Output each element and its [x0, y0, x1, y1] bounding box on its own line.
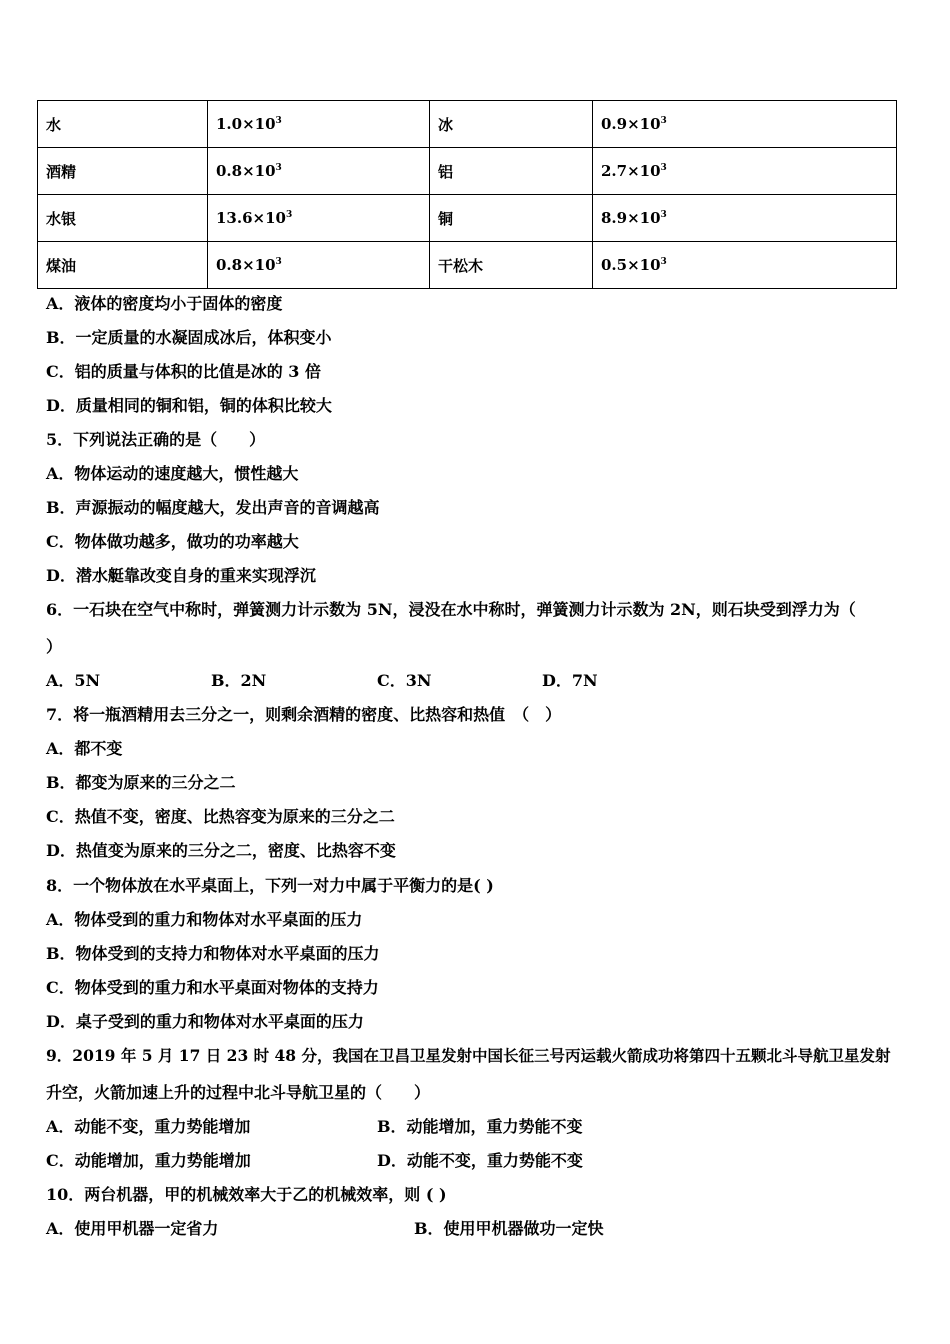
- density-value: $0.8\times 10^3$: [208, 148, 430, 195]
- q9-option-b: B．动能增加，重力势能不变: [377, 1117, 583, 1136]
- q5-option-b: B．声源振动的幅度越大，发出声音的音调越高: [46, 498, 380, 517]
- q6-stem: 6．一石块在空气中称时，弹簧测力计示数为 5N，浸没在水中称时，弹簧测力计示数为 2N，则石块受到浮力为（: [46, 600, 856, 619]
- density-table: [37, 100, 897, 289]
- q4-option-d: D．质量相同的铜和铝，铜的体积比较大: [46, 396, 332, 415]
- table-row: [38, 148, 897, 195]
- q10-stem: 10．两台机器，甲的机械效率大于乙的机械效率，则 ( ): [46, 1185, 447, 1204]
- q5-option-c: C．物体做功越多，做功的功率越大: [46, 532, 299, 551]
- q6-option-a: A．5N: [46, 671, 101, 690]
- table-row: [38, 195, 897, 242]
- material-name: 水: [38, 101, 208, 148]
- q6-stem-continued: ）: [46, 637, 63, 656]
- q8-option-d: D．桌子受到的重力和物体对水平桌面的压力: [46, 1012, 364, 1031]
- q7-option-c: C．热值不变，密度、比热容变为原来的三分之二: [46, 807, 395, 826]
- q8-option-a: A．物体受到的重力和物体对水平桌面的压力: [46, 910, 363, 929]
- density-value: $0.9\times 10^3$: [593, 101, 897, 148]
- q8-stem: 8．一个物体放在水平桌面上，下列一对力中属于平衡力的是( ): [46, 876, 494, 895]
- q7-option-b: B．都变为原来的三分之二: [46, 773, 236, 792]
- q10-option-a: A．使用甲机器一定省力: [46, 1219, 219, 1238]
- density-value: $13.6\times 10^3$: [208, 195, 430, 242]
- q6-option-d: D．7N: [542, 671, 598, 690]
- table-row: [38, 101, 897, 148]
- q5-option-a: A．物体运动的速度越大，惯性越大: [46, 464, 299, 483]
- q7-stem: 7．将一瓶酒精用去三分之一，则剩余酒精的密度、比热容和热值 （ ）: [46, 705, 562, 724]
- q9-option-c: C．动能增加，重力势能增加: [46, 1151, 251, 1170]
- q8-option-b: B．物体受到的支持力和物体对水平桌面的压力: [46, 944, 380, 963]
- density-value: $1.0\times 10^3$: [208, 101, 430, 148]
- q6-option-c: C．3N: [377, 671, 432, 690]
- q4-option-b: B．一定质量的水凝固成冰后，体积变小: [46, 328, 332, 347]
- material-name: 水银: [38, 195, 208, 242]
- q9-option-d: D．动能不变，重力势能不变: [377, 1151, 583, 1170]
- q4-option-a: A．液体的密度均小于固体的密度: [46, 294, 283, 313]
- material-name: 冰: [430, 101, 593, 148]
- material-name: 铜: [430, 195, 593, 242]
- q7-option-d: D．热值变为原来的三分之二，密度、比热容不变: [46, 841, 396, 860]
- q4-option-c: C．铝的质量与体积的比值是冰的 3 倍: [46, 362, 322, 381]
- density-value: $0.5\times 10^3$: [593, 242, 897, 289]
- q6-option-b: B．2N: [211, 671, 267, 690]
- q5-option-d: D．潜水艇靠改变自身的重来实现浮沉: [46, 566, 316, 585]
- table-row: [38, 242, 897, 289]
- material-name: 煤油: [38, 242, 208, 289]
- q10-option-b: B．使用甲机器做功一定快: [414, 1219, 604, 1238]
- density-value: $2.7\times 10^3$: [593, 148, 897, 195]
- density-value: $8.9\times 10^3$: [593, 195, 897, 242]
- q9-option-a: A．动能不变，重力势能增加: [46, 1117, 251, 1136]
- q9-stem-continued: 升空，火箭加速上升的过程中北斗导航卫星的（ ）: [46, 1083, 431, 1102]
- q9-stem: 9．2019 年 5 月 17 日 23 时 48 分，我国在卫昌卫星发射中国长征三号丙运载火箭成功将第四十五颗北斗导航卫星发射: [46, 1046, 891, 1065]
- q7-option-a: A．都不变: [46, 739, 123, 758]
- q5-stem: 5．下列说法正确的是（ ）: [46, 430, 266, 449]
- q8-option-c: C．物体受到的重力和水平桌面对物体的支持力: [46, 978, 379, 997]
- material-name: 酒精: [38, 148, 208, 195]
- density-value: $0.8\times 10^3$: [208, 242, 430, 289]
- material-name: 铝: [430, 148, 593, 195]
- material-name: 干松木: [430, 242, 593, 289]
